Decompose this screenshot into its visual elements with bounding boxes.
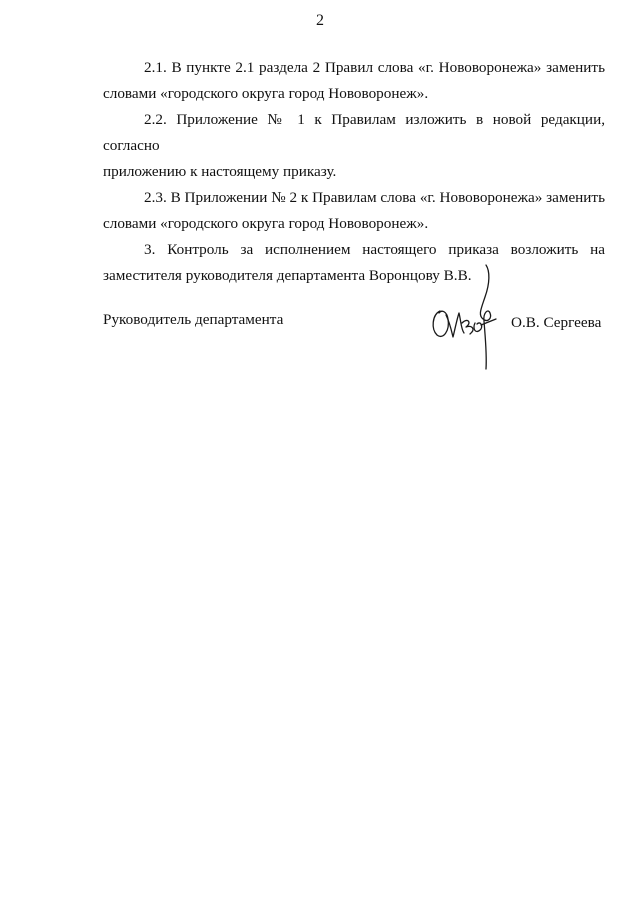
paragraph-2-1-tail: словами «городского округа город Нововоронеж». bbox=[103, 85, 429, 102]
paragraph-2-1-lead: 2.1. В пункте 2.1 раздела 2 Правил слова «г. Нововоронежа» заменить bbox=[144, 59, 605, 76]
paragraph-3-tail: заместителя руководителя департамента Воронцову В.В. bbox=[103, 267, 472, 284]
paragraph-2-1 bbox=[103, 55, 605, 107]
paragraph-3 bbox=[103, 237, 605, 289]
page-number: 2 bbox=[316, 12, 324, 29]
paragraph-3-lead: 3. Контроль за исполнением настоящего приказа возложить на bbox=[144, 241, 605, 258]
signatory-position: Руководитель департамента bbox=[103, 311, 284, 328]
signatory-name: О.В. Сергеева bbox=[511, 314, 602, 331]
document-body bbox=[103, 55, 605, 289]
paragraph-2-3 bbox=[103, 185, 605, 237]
paragraph-2-2-lead: 2.2. Приложение № 1 к Правилам изложить в новой редакции, согласно bbox=[103, 111, 605, 154]
paragraph-2-2 bbox=[103, 107, 605, 185]
paragraph-2-2-tail: приложению к настоящему приказу. bbox=[103, 163, 337, 180]
paragraph-2-3-tail: словами «городского округа город Нововоронеж». bbox=[103, 215, 429, 232]
handwritten-signature bbox=[428, 263, 506, 373]
paragraph-2-3-lead: 2.3. В Приложении № 2 к Правилам слова «г. Нововоронежа» заменить bbox=[144, 189, 605, 206]
